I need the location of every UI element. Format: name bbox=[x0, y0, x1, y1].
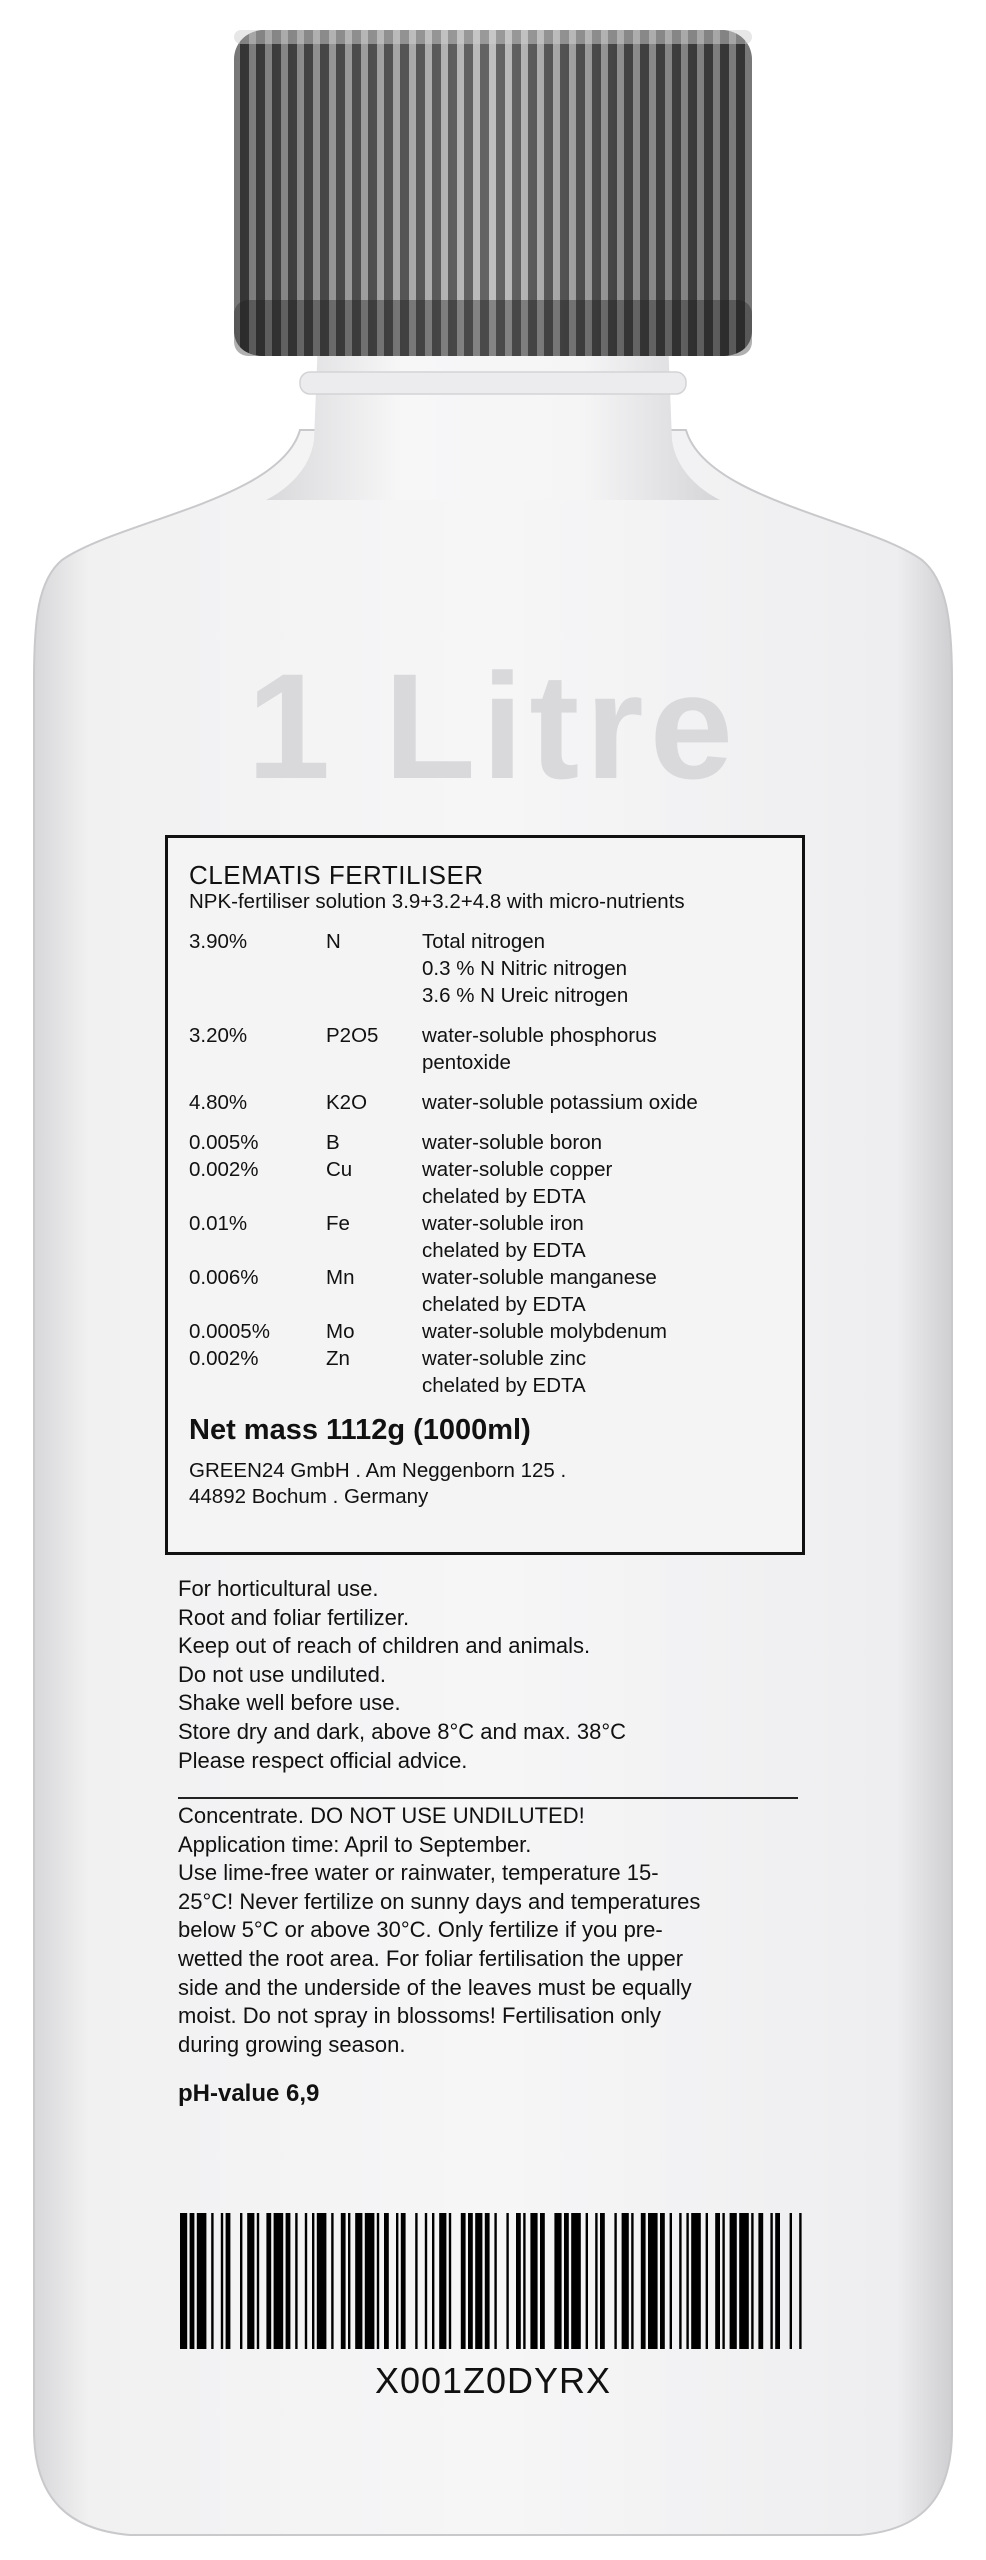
barcode-bar bbox=[197, 2213, 207, 2349]
barcode-bar bbox=[274, 2213, 284, 2349]
barcode-bar bbox=[758, 2213, 763, 2349]
nutrient-percent: 0.006% bbox=[189, 1266, 259, 1289]
barcode-bar bbox=[341, 2213, 346, 2349]
note-line: Root and foliar fertilizer. bbox=[178, 1604, 410, 1630]
nutrient-symbol: Zn bbox=[326, 1347, 350, 1370]
usage-line: below 5°C or above 30°C. Only fertilize if you pre- bbox=[178, 1917, 663, 1943]
barcode-bar bbox=[312, 2213, 314, 2349]
address-line: 44892 Bochum . Germany bbox=[189, 1485, 429, 1508]
barcode-bar bbox=[530, 2213, 537, 2349]
safety-notes bbox=[178, 1575, 798, 1775]
barcode-bar bbox=[180, 2213, 187, 2349]
barcode-bar bbox=[751, 2213, 753, 2349]
nutrient-symbol: B bbox=[326, 1131, 340, 1154]
barcode-bar bbox=[377, 2213, 379, 2349]
barcode-bar bbox=[348, 2213, 350, 2349]
usage-line: Concentrate. DO NOT USE UNDILUTED! bbox=[178, 1803, 585, 1828]
usage-line: side and the underside of the leaves must be equally bbox=[178, 1974, 692, 2000]
barcode-bar bbox=[305, 2213, 307, 2349]
barcode-bar bbox=[415, 2213, 417, 2349]
barcode-bar bbox=[631, 2213, 633, 2349]
barcode-bar bbox=[396, 2213, 398, 2349]
barcode-bar bbox=[679, 2213, 681, 2349]
usage-line: during growing season. bbox=[178, 2031, 406, 2057]
nutrient-row bbox=[189, 1089, 776, 1116]
barcode-bar bbox=[317, 2213, 327, 2349]
nutrient-symbol: Cu bbox=[326, 1158, 353, 1181]
barcode-bar bbox=[670, 2213, 672, 2349]
nutrient-description: Total nitrogen 0.3 % N Nitric nitrogen 3.6 % N Ureic nitrogen bbox=[422, 930, 629, 1007]
nutrient-row bbox=[189, 1318, 776, 1345]
nutrient-percent: 0.0005% bbox=[189, 1320, 270, 1343]
barcode-bar bbox=[286, 2213, 291, 2349]
barcode-bar bbox=[439, 2213, 446, 2349]
barcode-bar bbox=[365, 2213, 375, 2349]
product-title: CLEMATIS FERTILISER bbox=[189, 860, 484, 890]
note-line: For horticultural use. bbox=[178, 1576, 379, 1601]
note-line: Please respect official advice. bbox=[178, 1747, 468, 1773]
nutrient-symbol: Fe bbox=[326, 1212, 350, 1235]
barcode-bar bbox=[571, 2213, 581, 2349]
nutrient-row bbox=[189, 1022, 776, 1076]
usage-line: 25°C! Never fertilize on sunny days and temperatures bbox=[178, 1888, 701, 1914]
manufacturer-address bbox=[189, 1458, 776, 1510]
barcode-bar bbox=[506, 2213, 508, 2349]
nutrient-description: water-soluble iron chelated by EDTA bbox=[422, 1212, 586, 1262]
nutrient-symbol: Mn bbox=[326, 1266, 355, 1289]
nutrient-percent: 0.01% bbox=[189, 1212, 248, 1235]
barcode-bar bbox=[266, 2213, 271, 2349]
barcode-bar bbox=[257, 2213, 259, 2349]
barcode-bar bbox=[211, 2213, 213, 2349]
usage-line: wetted the root area. For foliar fertilisation the upper bbox=[178, 1945, 684, 1971]
barcode-bar bbox=[648, 2213, 658, 2349]
barcode-bar bbox=[475, 2213, 482, 2349]
barcode-bar bbox=[775, 2213, 780, 2349]
barcode-bar bbox=[523, 2213, 525, 2349]
barcode-bar bbox=[449, 2213, 451, 2349]
nutrient-symbol: N bbox=[326, 930, 341, 953]
product-subtitle: NPK-fertiliser solution 3.9+3.2+4.8 with micro-nutrients bbox=[189, 890, 685, 913]
barcode bbox=[180, 2213, 806, 2349]
barcode-bar bbox=[331, 2213, 333, 2349]
barcode-bar bbox=[799, 2213, 801, 2349]
nutrient-description: water-soluble potassium oxide bbox=[422, 1091, 698, 1114]
barcode-bar bbox=[295, 2213, 297, 2349]
nutrient-percent: 0.005% bbox=[189, 1131, 259, 1154]
barcode-bar bbox=[468, 2213, 473, 2349]
barcode-bar bbox=[384, 2213, 389, 2349]
barcode-bar bbox=[226, 2213, 231, 2349]
nutrient-description: water-soluble boron bbox=[422, 1131, 603, 1154]
barcode-bar bbox=[485, 2213, 490, 2349]
barcode-bar bbox=[540, 2213, 545, 2349]
nutrient-description: water-soluble zinc chelated by EDTA bbox=[422, 1347, 587, 1397]
nutrient-row bbox=[189, 928, 776, 1009]
nutrient-percent: 4.80% bbox=[189, 1091, 248, 1114]
barcode-bar bbox=[622, 2213, 629, 2349]
nutrient-description: water-soluble molybdenum bbox=[422, 1320, 667, 1343]
volume-text: 1 Litre bbox=[246, 642, 740, 810]
barcode-bar bbox=[564, 2213, 569, 2349]
ph-value: pH-value 6,9 bbox=[178, 2080, 320, 2107]
note-line: Do not use undiluted. bbox=[178, 1661, 386, 1687]
barcode-bar bbox=[355, 2213, 362, 2349]
barcode-number: X001Z0DYRX bbox=[374, 2360, 612, 2401]
usage-line: Use lime-free water or rainwater, temperature 15- bbox=[178, 1860, 659, 1886]
nutrient-symbol: P2O5 bbox=[326, 1024, 379, 1047]
section-divider bbox=[178, 1797, 798, 1799]
barcode-bar bbox=[240, 2213, 242, 2349]
nutrient-percent: 0.002% bbox=[189, 1347, 259, 1370]
barcode-bar bbox=[730, 2213, 737, 2349]
barcode-bar bbox=[686, 2213, 688, 2349]
barcode-bar bbox=[461, 2213, 466, 2349]
barcode-bar bbox=[586, 2213, 588, 2349]
usage-instructions bbox=[178, 1802, 800, 2059]
barcode-bar bbox=[715, 2213, 720, 2349]
barcode-bar bbox=[722, 2213, 724, 2349]
usage-line: moist. Do not spray in blossoms! Fertilisation only bbox=[178, 2003, 661, 2029]
address-line: GREEN24 GmbH . Am Neggenborn 125 . bbox=[189, 1459, 567, 1482]
barcode-bar bbox=[706, 2213, 708, 2349]
nutrient-description: water-soluble copper chelated by EDTA bbox=[422, 1158, 613, 1208]
nutrient-symbol: K2O bbox=[326, 1091, 368, 1114]
barcode-bar bbox=[554, 2213, 561, 2349]
nutrient-row bbox=[189, 1129, 776, 1156]
barcode-bar bbox=[614, 2213, 616, 2349]
barcode-bar bbox=[739, 2213, 749, 2349]
barcode-bar bbox=[516, 2213, 521, 2349]
note-line: Shake well before use. bbox=[178, 1690, 401, 1716]
note-line: Store dry and dark, above 8°C and max. 38°C bbox=[178, 1718, 627, 1744]
nutrient-row bbox=[189, 1210, 776, 1264]
barcode-bar bbox=[221, 2213, 223, 2349]
nutrient-panel bbox=[165, 835, 805, 1555]
nutrient-description: water-soluble manganese chelated by EDTA bbox=[422, 1266, 657, 1316]
barcode-bar bbox=[494, 2213, 496, 2349]
barcode-bar bbox=[691, 2213, 701, 2349]
barcode-bar bbox=[600, 2213, 605, 2349]
barcode-bar bbox=[190, 2213, 195, 2349]
nutrient-row bbox=[189, 1264, 776, 1318]
barcode-bar bbox=[401, 2213, 406, 2349]
nutrient-row bbox=[189, 1156, 776, 1210]
nutrient-description: water-soluble phosphorus pentoxide bbox=[422, 1024, 657, 1074]
nutrient-percent: 3.20% bbox=[189, 1024, 248, 1047]
barcode-bar bbox=[247, 2213, 254, 2349]
barcode-bar bbox=[770, 2213, 772, 2349]
usage-line: Application time: April to September. bbox=[178, 1831, 532, 1857]
barcode-bar bbox=[660, 2213, 665, 2349]
nutrient-percent: 3.90% bbox=[189, 930, 248, 953]
nutrient-symbol: Mo bbox=[326, 1320, 355, 1343]
barcode-bar bbox=[432, 2213, 434, 2349]
nutrient-percent: 0.002% bbox=[189, 1158, 259, 1181]
nutrient-row bbox=[189, 1345, 776, 1399]
barcode-bar bbox=[641, 2213, 646, 2349]
net-mass: Net mass 1112g (1000ml) bbox=[189, 1414, 531, 1446]
note-line: Keep out of reach of children and animals. bbox=[178, 1633, 591, 1659]
barcode-bar bbox=[425, 2213, 427, 2349]
barcode-bar bbox=[790, 2213, 792, 2349]
barcode-bar bbox=[595, 2213, 597, 2349]
